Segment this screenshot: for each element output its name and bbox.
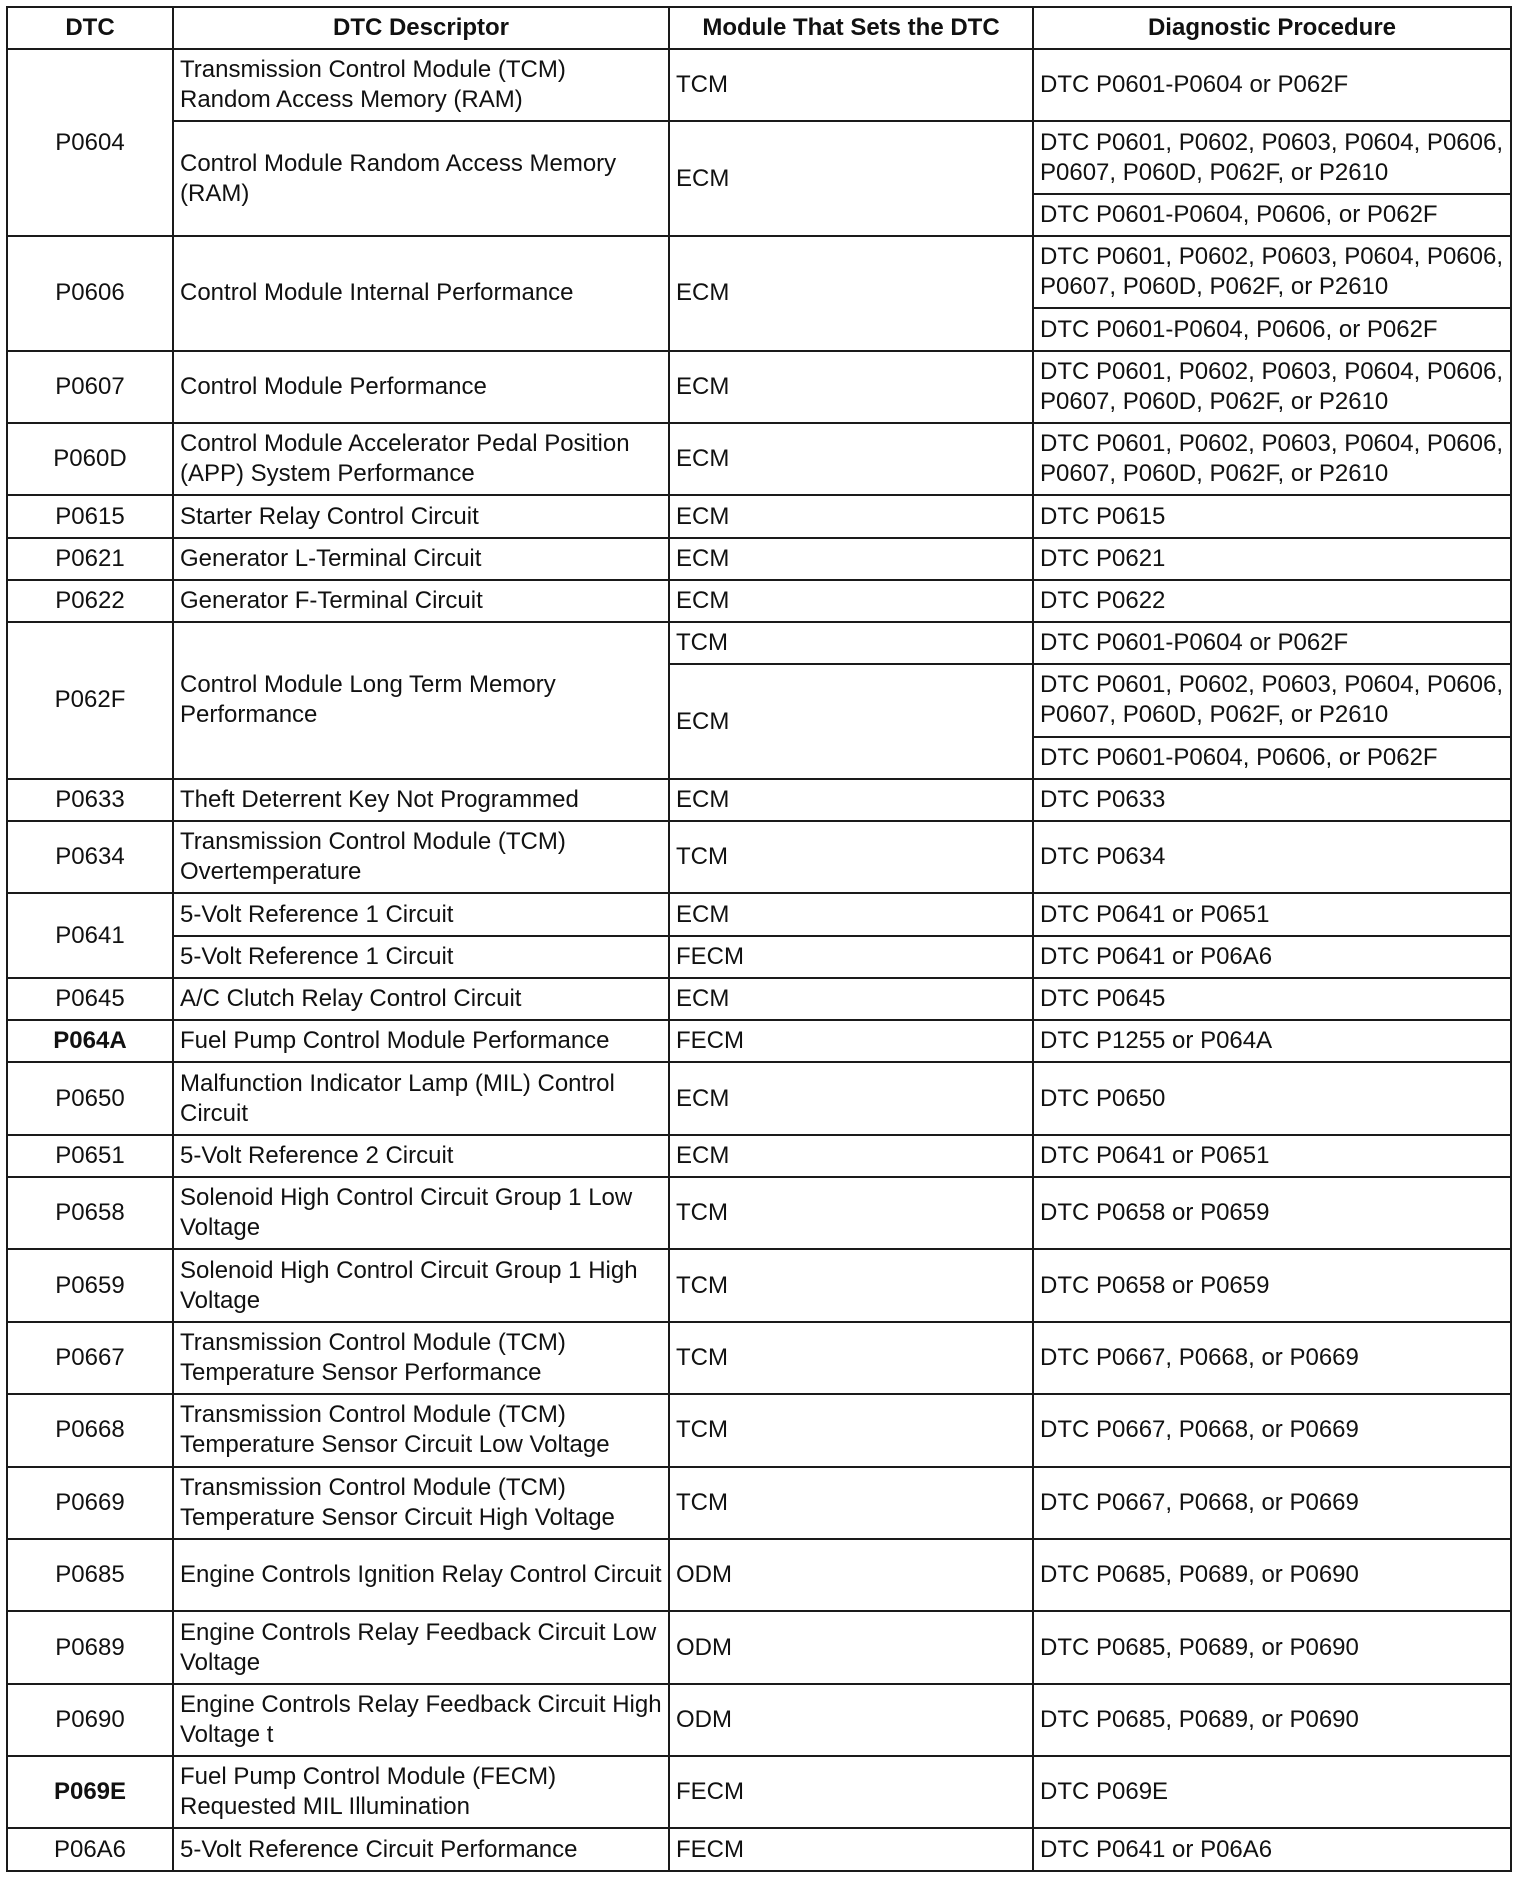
dtc-descriptor: 5-Volt Reference 1 Circuit	[173, 936, 669, 978]
dtc-descriptor: Transmission Control Module (TCM) Overtemperature	[173, 821, 669, 893]
dtc-code: P0645	[7, 978, 173, 1020]
dtc-descriptor: Malfunction Indicator Lamp (MIL) Control Circuit	[173, 1062, 669, 1134]
dtc-descriptor: Control Module Performance	[173, 351, 669, 423]
table-row	[7, 121, 1511, 193]
dtc-descriptor: Control Module Random Access Memory (RAM)	[173, 121, 669, 236]
dtc-descriptor: Transmission Control Module (TCM) Temperature Sensor Performance	[173, 1322, 669, 1394]
dtc-descriptor: Control Module Internal Performance	[173, 236, 669, 351]
dtc-code: P062F	[7, 622, 173, 779]
dtc-table	[6, 6, 1512, 1872]
dtc-module: TCM	[669, 49, 1033, 121]
table-row	[7, 49, 1511, 121]
dtc-descriptor: Theft Deterrent Key Not Programmed	[173, 779, 669, 821]
dtc-descriptor: 5-Volt Reference 1 Circuit	[173, 893, 669, 935]
table-row	[7, 423, 1511, 495]
dtc-module: ECM	[669, 664, 1033, 779]
dtc-descriptor: Starter Relay Control Circuit	[173, 495, 669, 537]
header-procedure: Diagnostic Procedure	[1033, 7, 1511, 49]
table-row	[7, 1828, 1511, 1871]
table-header-row	[7, 7, 1511, 49]
dtc-descriptor: Engine Controls Relay Feedback Circuit High Voltage t	[173, 1684, 669, 1756]
header-module: Module That Sets the DTC	[669, 7, 1033, 49]
dtc-code: P06A6	[7, 1828, 173, 1871]
dtc-code: P0615	[7, 495, 173, 537]
dtc-procedure: DTC P0633	[1033, 779, 1511, 821]
dtc-procedure: DTC P0658 or P0659	[1033, 1177, 1511, 1249]
dtc-module: TCM	[669, 1467, 1033, 1539]
dtc-code: P0690	[7, 1684, 173, 1756]
table-row	[7, 1177, 1511, 1249]
table-row	[7, 779, 1511, 821]
table-row	[7, 821, 1511, 893]
dtc-procedure: DTC P0622	[1033, 580, 1511, 622]
table-row	[7, 622, 1511, 664]
dtc-descriptor: Engine Controls Relay Feedback Circuit Low Voltage	[173, 1611, 669, 1683]
dtc-code: P064A	[7, 1020, 173, 1062]
dtc-procedure: DTC P0601-P0604, P0606, or P062F	[1033, 194, 1511, 236]
dtc-code: P060D	[7, 423, 173, 495]
header-descriptor: DTC Descriptor	[173, 7, 669, 49]
dtc-procedure: DTC P0685, P0689, or P0690	[1033, 1684, 1511, 1756]
dtc-procedure: DTC P0641 or P06A6	[1033, 936, 1511, 978]
dtc-code: P0633	[7, 779, 173, 821]
dtc-module: ODM	[669, 1611, 1033, 1683]
dtc-module: ODM	[669, 1539, 1033, 1611]
dtc-module: FECM	[669, 1756, 1033, 1828]
dtc-module: ECM	[669, 121, 1033, 236]
dtc-procedure: DTC P0650	[1033, 1062, 1511, 1134]
dtc-procedure: DTC P0601-P0604 or P062F	[1033, 622, 1511, 664]
dtc-descriptor: Generator F-Terminal Circuit	[173, 580, 669, 622]
dtc-module: ECM	[669, 538, 1033, 580]
dtc-code: P0669	[7, 1467, 173, 1539]
dtc-procedure: DTC P0601, P0602, P0603, P0604, P0606, P0607, P060D, P062F, or P2610	[1033, 121, 1511, 193]
dtc-descriptor: Solenoid High Control Circuit Group 1 High Voltage	[173, 1249, 669, 1321]
dtc-module: ECM	[669, 351, 1033, 423]
dtc-procedure: DTC P0685, P0689, or P0690	[1033, 1539, 1511, 1611]
dtc-module: TCM	[669, 622, 1033, 664]
dtc-module: ODM	[669, 1684, 1033, 1756]
table-row	[7, 351, 1511, 423]
table-row	[7, 1322, 1511, 1394]
dtc-module: TCM	[669, 1177, 1033, 1249]
dtc-procedure: DTC P0641 or P0651	[1033, 1135, 1511, 1177]
dtc-code: P0650	[7, 1062, 173, 1134]
dtc-code: P0604	[7, 49, 173, 236]
dtc-code: P0685	[7, 1539, 173, 1611]
dtc-module: ECM	[669, 495, 1033, 537]
dtc-descriptor: Transmission Control Module (TCM) Temperature Sensor Circuit High Voltage	[173, 1467, 669, 1539]
dtc-descriptor: Transmission Control Module (TCM) Random Access Memory (RAM)	[173, 49, 669, 121]
dtc-procedure: DTC P069E	[1033, 1756, 1511, 1828]
dtc-procedure: DTC P0667, P0668, or P0669	[1033, 1322, 1511, 1394]
dtc-descriptor: 5-Volt Reference 2 Circuit	[173, 1135, 669, 1177]
dtc-code: P0667	[7, 1322, 173, 1394]
dtc-module: TCM	[669, 1322, 1033, 1394]
table-row	[7, 1249, 1511, 1321]
dtc-module: ECM	[669, 236, 1033, 351]
dtc-descriptor: 5-Volt Reference Circuit Performance	[173, 1828, 669, 1871]
dtc-module: ECM	[669, 779, 1033, 821]
dtc-descriptor: Transmission Control Module (TCM) Temperature Sensor Circuit Low Voltage	[173, 1394, 669, 1466]
dtc-procedure: DTC P0641 or P0651	[1033, 893, 1511, 935]
table-row	[7, 1684, 1511, 1756]
dtc-procedure: DTC P0601, P0602, P0603, P0604, P0606, P0607, P060D, P062F, or P2610	[1033, 664, 1511, 736]
dtc-module: FECM	[669, 1020, 1033, 1062]
table-row	[7, 1135, 1511, 1177]
dtc-procedure: DTC P0601, P0602, P0603, P0604, P0606, P0607, P060D, P062F, or P2610	[1033, 423, 1511, 495]
dtc-procedure: DTC P0645	[1033, 978, 1511, 1020]
dtc-procedure: DTC P0667, P0668, or P0669	[1033, 1394, 1511, 1466]
table-row	[7, 580, 1511, 622]
table-row	[7, 1611, 1511, 1683]
dtc-procedure: DTC P0601-P0604, P0606, or P062F	[1033, 737, 1511, 779]
dtc-procedure: DTC P0601, P0602, P0603, P0604, P0606, P0607, P060D, P062F, or P2610	[1033, 351, 1511, 423]
dtc-code: P0689	[7, 1611, 173, 1683]
dtc-code: P0658	[7, 1177, 173, 1249]
dtc-procedure: DTC P0667, P0668, or P0669	[1033, 1467, 1511, 1539]
table-row	[7, 1020, 1511, 1062]
table-row	[7, 893, 1511, 935]
dtc-descriptor: Control Module Long Term Memory Performance	[173, 622, 669, 779]
dtc-module: ECM	[669, 1135, 1033, 1177]
dtc-procedure: DTC P0601-P0604 or P062F	[1033, 49, 1511, 121]
dtc-code: P0607	[7, 351, 173, 423]
table-row	[7, 1062, 1511, 1134]
dtc-descriptor: Engine Controls Ignition Relay Control Circuit	[173, 1539, 669, 1611]
dtc-code: P0641	[7, 893, 173, 977]
table-row	[7, 936, 1511, 978]
table-row	[7, 1539, 1511, 1611]
dtc-code: P0668	[7, 1394, 173, 1466]
dtc-procedure: DTC P0601, P0602, P0603, P0604, P0606, P0607, P060D, P062F, or P2610	[1033, 236, 1511, 308]
table-row	[7, 538, 1511, 580]
dtc-procedure: DTC P1255 or P064A	[1033, 1020, 1511, 1062]
dtc-descriptor: Solenoid High Control Circuit Group 1 Low Voltage	[173, 1177, 669, 1249]
dtc-module: FECM	[669, 1828, 1033, 1871]
header-dtc: DTC	[7, 7, 173, 49]
dtc-code: P0659	[7, 1249, 173, 1321]
dtc-module: TCM	[669, 1394, 1033, 1466]
dtc-procedure: DTC P0615	[1033, 495, 1511, 537]
dtc-module: FECM	[669, 936, 1033, 978]
dtc-descriptor: Fuel Pump Control Module Performance	[173, 1020, 669, 1062]
table-row	[7, 1756, 1511, 1828]
dtc-descriptor: A/C Clutch Relay Control Circuit	[173, 978, 669, 1020]
dtc-procedure: DTC P0641 or P06A6	[1033, 1828, 1511, 1871]
table-row	[7, 236, 1511, 308]
dtc-procedure: DTC P0601-P0604, P0606, or P062F	[1033, 308, 1511, 350]
dtc-code: P0606	[7, 236, 173, 351]
dtc-code: P0621	[7, 538, 173, 580]
dtc-module: TCM	[669, 821, 1033, 893]
dtc-module: ECM	[669, 978, 1033, 1020]
dtc-descriptor: Fuel Pump Control Module (FECM) Requested MIL Illumination	[173, 1756, 669, 1828]
table-row	[7, 1394, 1511, 1466]
dtc-procedure: DTC P0658 or P0659	[1033, 1249, 1511, 1321]
dtc-descriptor: Generator L-Terminal Circuit	[173, 538, 669, 580]
dtc-code: P069E	[7, 1756, 173, 1828]
dtc-procedure: DTC P0685, P0689, or P0690	[1033, 1611, 1511, 1683]
dtc-module: TCM	[669, 1249, 1033, 1321]
dtc-module: ECM	[669, 423, 1033, 495]
dtc-code: P0651	[7, 1135, 173, 1177]
dtc-procedure: DTC P0621	[1033, 538, 1511, 580]
table-row	[7, 1467, 1511, 1539]
dtc-descriptor: Control Module Accelerator Pedal Position (APP) System Performance	[173, 423, 669, 495]
table-row	[7, 495, 1511, 537]
dtc-module: ECM	[669, 1062, 1033, 1134]
dtc-code: P0634	[7, 821, 173, 893]
dtc-code: P0622	[7, 580, 173, 622]
dtc-procedure: DTC P0634	[1033, 821, 1511, 893]
dtc-module: ECM	[669, 580, 1033, 622]
table-row	[7, 978, 1511, 1020]
dtc-module: ECM	[669, 893, 1033, 935]
